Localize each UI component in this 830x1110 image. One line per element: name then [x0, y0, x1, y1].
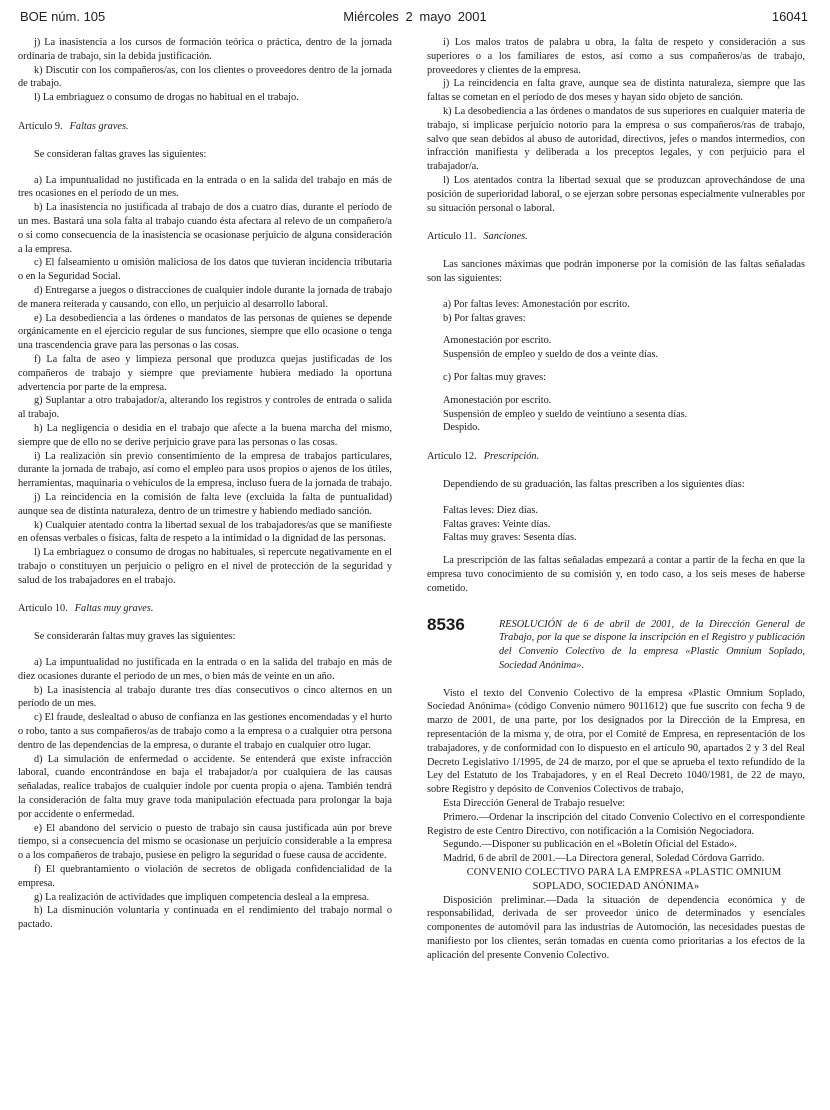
list-item: g) Suplantar a otro trabajador/a, alterando los registros y controles de entrada o salida al trabajo.	[18, 395, 392, 421]
list-item: Faltas muy graves: Sesenta días.	[443, 532, 577, 544]
list-item: d) La simulación de enfermedad o accidente. Se entenderá que existe infracción laboral, cuando encontrándose en baja el trabajador/a por cualquiera de las causas señaladas, realice trabajos de cualquier índole por cuenta propia o ajena. También tendrá la consideración de falta muy grave toda manipulación efectuada para prolongar la baja por accidente o enfermedad.	[18, 753, 392, 820]
list-item: c) Por faltas muy graves:	[443, 371, 546, 383]
list-item: d) Entregarse a juegos o distracciones de cualquier índole durante la jornada de trabajo de manera reiterada y causando, con ello, un perjuicio al desarrollo laboral.	[18, 284, 392, 310]
article-title: Faltas muy graves.	[74, 603, 154, 615]
resolution-paragraph: Esta Dirección General de Trabajo resuelve:	[443, 798, 626, 810]
left-column	[18, 36, 392, 932]
sanction-item: Amonestación por escrito.	[443, 335, 552, 347]
right-column	[427, 36, 805, 963]
list-item: i) Los malos tratos de palabra u obra, la falta de respeto y consideración a sus superiores o a los familiares de estos, así como a sus compañeros/as de trabajo, proveedores y clientes de la empresa.	[427, 37, 805, 76]
resolution-number: 8536	[427, 614, 465, 634]
page-number: 16041	[771, 9, 808, 24]
article-label: Artículo 11.	[427, 231, 477, 243]
article-intro: Se considerarán faltas muy graves las siguientes:	[34, 631, 236, 643]
list-item: j) La reincidencia en falta grave, aunque sea de distinta naturaleza, siempre que las faltas se cometan en el período de dos meses y hayan sido objeto de sanción.	[427, 78, 805, 104]
journal-issue: BOE núm. 105	[20, 9, 106, 24]
list-item: b) La inasistencia al trabajo durante tres días consecutivos o cinco alternos en un período de un mes.	[18, 684, 392, 710]
list-item: a) La impuntualidad no justificada en la entrada o en la salida del trabajo en más de tres ocasiones en el período de un mes.	[18, 174, 392, 200]
prescription-closing: La prescripción de las faltas señaladas empezará a contar a partir de la fecha en que la empresa tuvo conocimiento de su comisión y, en todo caso, a los seis meses de haberse cometido.	[427, 555, 805, 594]
article-label: Artículo 12.	[427, 451, 477, 463]
list-item: e) El abandono del servicio o puesto de trabajo sin causa justificada aún por breve tiempo, si a consecuencia del mismo se ocasionase un perjuicio considerable a la empresa o a los compañeros de trabajo, pusiese en peligro la seguridad o fuese causa de accidente.	[18, 822, 392, 862]
article-label: Artículo 10.	[18, 603, 68, 615]
list-item: j) La inasistencia a los cursos de formación teórica o práctica, dentro de la jornada ordinaria de trabajo, sin la debida justificación.	[18, 37, 392, 62]
list-item: f) La falta de aseo y limpieza personal que produzca quejas justificadas de los compañeros de trabajo y siempre que previamente hubiera mediado la oportuna advertencia por parte de la empresa.	[18, 353, 392, 393]
list-item: Faltas graves: Veinte días.	[443, 518, 551, 530]
list-item: b) La inasistencia no justificada al trabajo de dos a cuatro días, durante el período de un mes. Bastará una sola falta al trabajo cuando ésta afectara al relevo de un compañero/a o si como consecuencia de la inasistencia se ocasionase perjuicio de alguna consideración a la empresa.	[18, 202, 392, 255]
resolution-header	[427, 614, 805, 673]
sanction-item: Suspensión de empleo y sueldo de dos a veinte días.	[443, 349, 659, 361]
list-item: a) Por faltas leves: Amonestación por escrito.	[443, 298, 630, 310]
list-item: a) La impuntualidad no justificada en la entrada o en la salida del trabajo en más de diez ocasiones durante el período de un mes, o bien más de veinte en un año.	[18, 657, 392, 682]
list-item: l) Los atentados contra la libertad sexual que se produzcan aprovechándose de una posición de superioridad laboral, o se ejerzan sobre personas especialmente vulnerables por su situación personal o laboral.	[427, 174, 805, 214]
list-item: f) El quebrantamiento o violación de secretos de obligada confidencialidad de la empresa.	[18, 864, 392, 889]
list-item: h) La disminución voluntaria y continuada en el rendimiento del trabajo normal o pactado.	[18, 905, 392, 931]
article-title: Sanciones.	[483, 231, 528, 243]
list-item: g) La realización de actividades que impliquen competencia desleal a la empresa.	[34, 891, 370, 903]
sanction-item: Despido.	[443, 422, 480, 434]
article-intro: Se consideran faltas graves las siguientes:	[34, 148, 207, 160]
article-9-heading	[18, 120, 392, 134]
publication-date: Miércoles 2 mayo 2001	[343, 9, 487, 24]
resolution-paragraph: Primero.—Ordenar la inscripción del citado Convenio Colectivo en el correspondiente Registro de este Centro Directivo, con notificación a la Comisión Negociadora.	[427, 811, 805, 837]
list-item: k) Discutir con los compañeros/as, con los clientes o proveedores dentro de la jornada de trabajo.	[18, 64, 392, 90]
list-item: e) La desobediencia a las órdenes o mandatos de las personas de quienes se depende orgánicamente en el ejercicio regular de sus funciones, siempre que ello ocasione o tenga una trascendencia grave para las personas o las cosas.	[18, 312, 392, 352]
list-item: j) La reincidencia en la comisión de falta leve (excluida la falta de puntualidad) aunque sea de distinta naturaleza, dentro de un trimestre y habiendo mediado sanción.	[18, 491, 392, 517]
list-item: l) La embriaguez o consumo de drogas no habituales, si repercute negativamente en el trabajo o constituyen un perjuicio o peligro en el nivel de protección de la seguridad y salud de los trabajadores en el trabajo.	[18, 547, 392, 586]
list-item: Faltas leves: Diez días.	[443, 504, 538, 516]
article-12-heading	[427, 450, 805, 464]
convenio-title: CONVENIO COLECTIVO PARA LA EMPRESA «PLASTIC OMNIUM SOPLADO, SOCIEDAD ANÓNIMA»	[466, 867, 782, 892]
article-11-heading	[427, 230, 805, 244]
list-item: l) La embriaguez o consumo de drogas no habitual en el trabajo.	[34, 92, 299, 104]
sanction-item: Suspensión de empleo y sueldo de veintiuno a sesenta días.	[443, 408, 688, 420]
list-item: b) Por faltas graves:	[443, 312, 526, 324]
list-item: k) Cualquier atentado contra la libertad sexual de los trabajadores/as que se manifieste en ofensas verbales o físicas, falta de respeto a la intimidad o la dignidad de las personas.	[18, 519, 392, 545]
list-item: i) La realización sin previo consentimiento de la empresa de trabajos particulares, durante la jornada de trabajo, así como el empleo para usos propios o ajenos de los útiles, herramientas, maquinaria o vehículos de la empresa, incluso fuera de la jornada de trabajo.	[18, 450, 392, 490]
list-item: k) La desobediencia a las órdenes o mandatos de sus superiores en cualquier materia de trabajo, si implicase perjuicio notorio para la empresa o sus compañeros/ras de trabajo, salvo que sean debidos al abuso de autoridad, directivos, jefes o mandos intermedios, con infracción manifiesta y deliberada a los preceptos legales, y con perjuicio para el trabajador/a.	[427, 105, 805, 173]
article-title: Faltas graves.	[69, 120, 129, 132]
resolution-paragraph: Visto el texto del Convenio Colectivo de la empresa «Plastic Omnium Soplado, Sociedad Anónima» (código Convenio número 9011612) que fue suscrito con fecha 9 de marzo de 2001, de una parte, por los designados por la Dirección de la Empresa, en representación de la misma y, de otra, por el Comité de Empresa, en representación de los trabajadores, y de conformidad con lo dispuesto en el artículo 90, apartados 2 y 3 del Real Decreto Legislativo 1/1995, de 24 de marzo, por el que se aprueba el texto refundido de la Ley del Estatuto de los Trabajadores, y en el Real Decreto 1040/1981, de 22 de mayo, sobre Registro y depósito de Convenios Colectivos de trabajo,	[427, 687, 805, 796]
resolution-signature: Madrid, 6 de abril de 2001.—La Directora general, Soledad Córdova Garrido.	[443, 853, 765, 865]
sanction-item: Amonestación por escrito.	[443, 394, 552, 406]
resolution-title: RESOLUCIÓN de 6 de abril de 2001, de la Dirección General de Trabajo, por la que se dispone la inscripción en el Registro y publicación del Convenio Colectivo de la empresa «Plastic Omnium Soplado, Sociedad Anónima».	[499, 618, 805, 671]
page-header	[0, 5, 830, 29]
list-item: c) El falseamiento u omisión maliciosa de los datos que tuvieran incidencia tributaria o en la Seguridad Social.	[18, 257, 392, 283]
article-intro: Las sanciones máximas que podrán imponerse por la comisión de las faltas señaladas son las siguientes:	[427, 259, 805, 284]
preliminary-provision: Disposición preliminar.—Dada la situación de dependencia económica y de responsabilidad, derivada de ser proveedor único de determinados y esenciales componentes de automóvil para las industrias de Automoción, las necesidades puestas de manifiesto por los clientes, serán tomadas en cuenta como prioritarias a los efectos de la aplicación del presente Convenio Colectivo.	[427, 894, 805, 961]
article-10-heading	[18, 602, 392, 616]
list-item: h) La negligencia o desidia en el trabajo que afecte a la buena marcha del mismo, siempre que de ello no se derive perjuicio grave para las personas o las cosas.	[18, 422, 392, 448]
list-item: c) El fraude, deslealtad o abuso de confianza en las gestiones encomendadas y el hurto o robo, tanto a sus compañeros/as de trabajo como a la empresa o a cualquier otra persona dentro de las dependencias de la empresa, o durante el trabajo en cualquier otro lugar.	[18, 712, 392, 751]
article-title: Prescripción.	[483, 451, 540, 463]
article-intro: Dependiendo de su graduación, las faltas prescriben a los siguientes días:	[443, 478, 745, 490]
resolution-paragraph: Segundo.—Disponer su publicación en el «Boletín Oficial del Estado».	[443, 839, 737, 851]
article-label: Artículo 9.	[18, 120, 63, 132]
